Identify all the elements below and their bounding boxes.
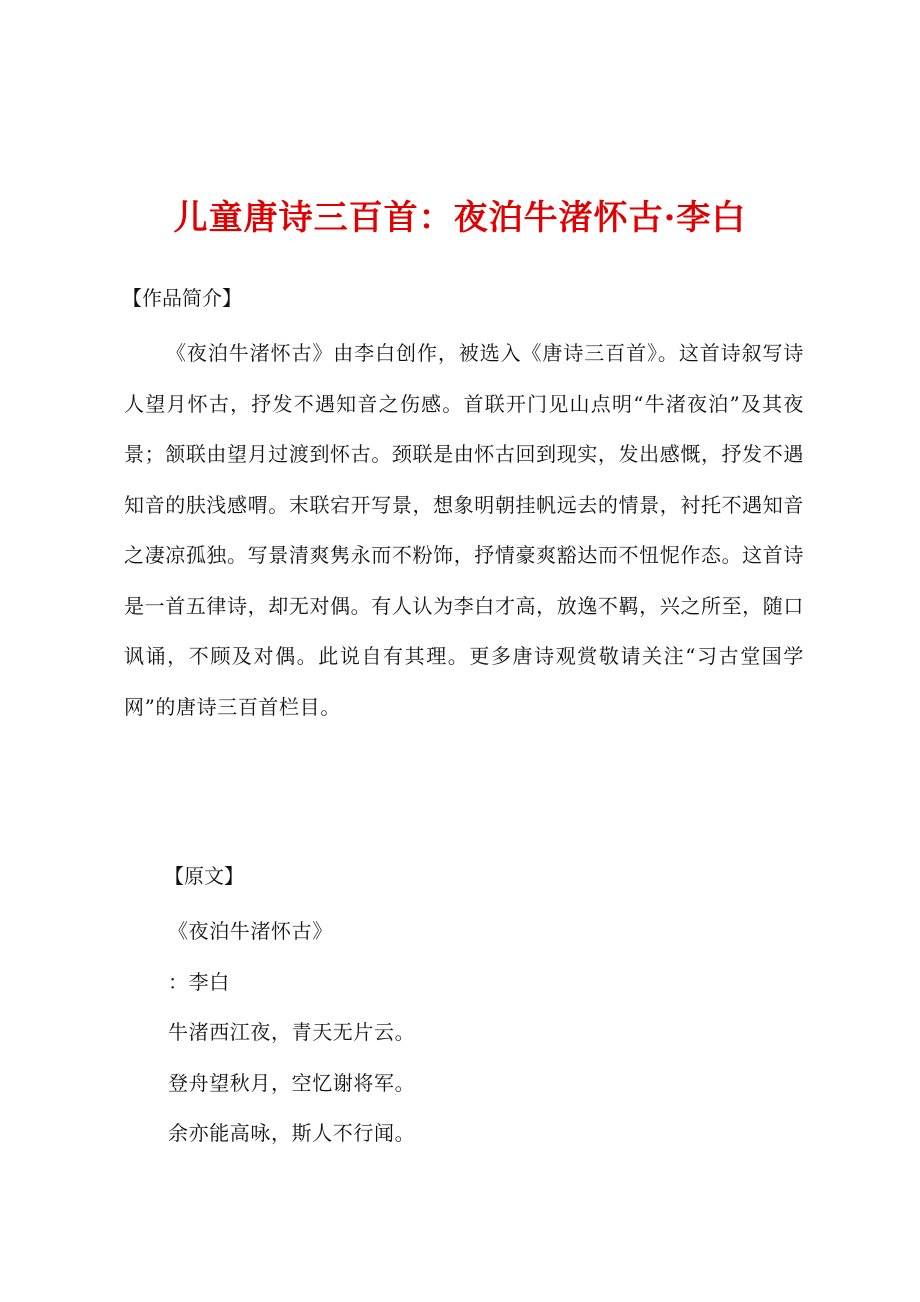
poem-text [168,906,415,1159]
page-title: 儿童唐诗三百首：夜泊牛渚怀古·李白 [173,198,747,238]
poem-title: 《夜泊牛渚怀古》 [168,919,333,943]
original-heading: 【原文】 [164,864,244,888]
intro-heading: 【作品简介】 [122,286,242,310]
poem-line: 牛渚西江夜，青天无片云。 [168,1020,416,1044]
intro-paragraph: 《夜泊牛渚怀古》由李白创作，被选入《唐诗三百首》。这首诗叙写诗人望月怀古，抒发不遇知音之伤感。首联开门见山点明“牛渚夜泊”及其夜景；颔联由望月过渡到怀古。颈联是由怀古回到现实，发出感慨，抒发不遇知音的肤浅感喟。末联宕开写景，想象明朝挂帆远去的情景，衬托不遇知音之凄凉孤独。写景清爽隽永而不粉饰，抒情豪爽豁达而不忸怩作态。这首诗是一首五律诗，却无对偶。有人认为李白才高，放逸不羁，兴之所至，随口讽诵，不顾及对偶。此说自有其理。更多唐诗观赏敬请关注“习古堂国学网”的唐诗三百首栏目。 [124,341,804,719]
poem-author: ：李白 [168,969,230,994]
poem-line: 余亦能高咏，斯人不行闻。 [168,1121,416,1145]
poem-line: 登舟望秋月，空忆谢将军。 [168,1070,416,1095]
